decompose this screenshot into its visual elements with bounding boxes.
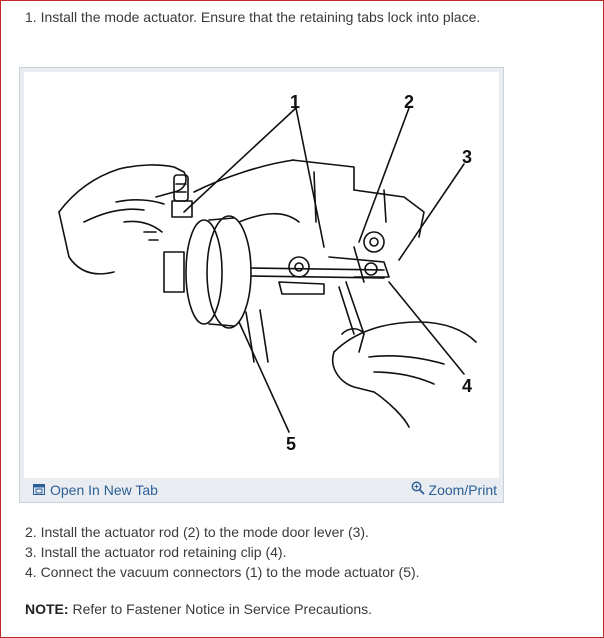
callout-1: 1 — [290, 92, 301, 112]
figure-illustration — [24, 72, 499, 478]
note-block — [25, 601, 372, 617]
callout-4: 4 — [462, 376, 473, 396]
callout-2: 2 — [404, 92, 415, 112]
step-3-text: 3. Install the actuator rod retaining clip (4). — [25, 544, 287, 560]
step-2-text: 2. Install the actuator rod (2) to the mode door lever (3). — [25, 524, 369, 540]
mode-actuator-diagram — [24, 72, 499, 478]
open-in-new-tab-label: Open In New Tab — [50, 482, 158, 498]
magnifier-icon — [411, 481, 425, 498]
step-4-text: 4. Connect the vacuum connectors (1) to the mode actuator (5). — [25, 564, 420, 580]
instruction-steps — [25, 522, 420, 582]
zoom-print-label: Zoom/Print — [428, 481, 497, 498]
note-text: Refer to Fastener Notice in Service Precautions. — [68, 601, 373, 617]
note-label: NOTE: — [25, 601, 69, 617]
open-new-tab-icon — [33, 482, 45, 498]
zoom-print-link[interactable] — [411, 481, 497, 498]
open-in-new-tab-link[interactable] — [33, 482, 158, 498]
figure-toolbar — [20, 478, 503, 502]
callout-5: 5 — [286, 434, 297, 454]
figure-container — [19, 67, 504, 503]
step-1-text: 1. Install the mode actuator. Ensure that the retaining tabs lock into place. — [25, 9, 481, 25]
callout-3: 3 — [462, 147, 473, 167]
